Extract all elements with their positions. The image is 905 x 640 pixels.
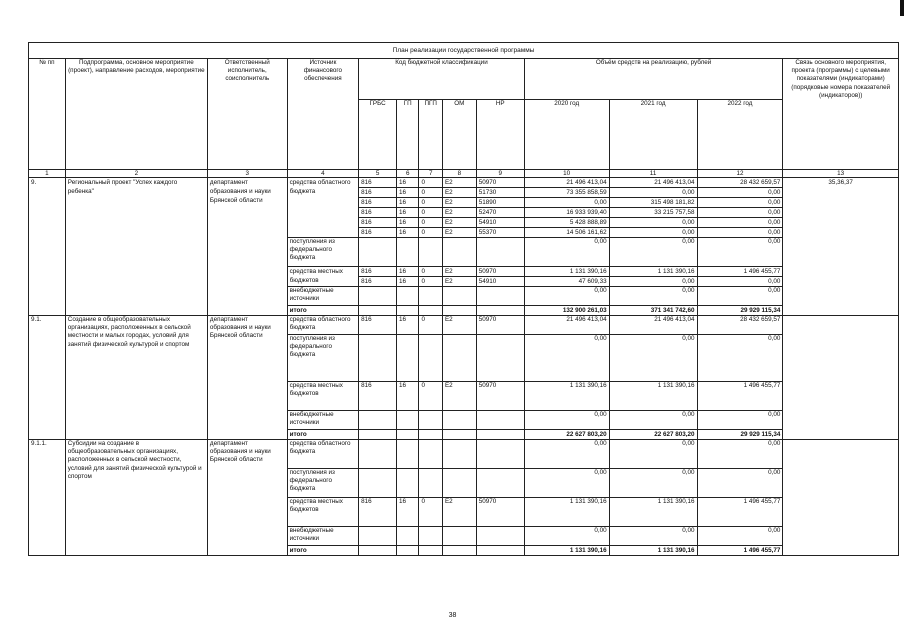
cell-pgp: 0 — [419, 267, 443, 277]
cell-2021: 315 498 181,82 — [609, 198, 697, 208]
cell-om: Е2 — [442, 382, 476, 411]
header-om: ОМ — [442, 100, 476, 170]
cell-grbs: 816 — [359, 178, 397, 188]
cell-gp: 16 — [396, 498, 418, 527]
cell-2021: 1 131 390,16 — [609, 498, 697, 527]
cell-2020: 1 131 390,16 — [524, 382, 609, 411]
cell-2020: 132 900 261,03 — [524, 306, 609, 316]
cell-gp: 16 — [396, 277, 418, 287]
row-name: Региональный проект "Успех каждого ребенка" — [65, 178, 207, 316]
cell-nr: 51730 — [476, 188, 524, 198]
cell-2021: 0,00 — [609, 469, 697, 498]
cell-nr: 52470 — [476, 208, 524, 218]
col-num: 12 — [697, 170, 783, 178]
column-numbers-row — [29, 170, 899, 178]
cell-nr: 55370 — [476, 228, 524, 238]
cell-2021: 21 496 413,04 — [609, 178, 697, 188]
header-funds: Объём средств на реализацию, рублей — [524, 59, 783, 100]
cell-2022: 28 432 659,57 — [697, 178, 783, 188]
header-2020: 2020 год — [524, 100, 609, 170]
cell-nr: 50970 — [476, 382, 524, 411]
cell-gp: 16 — [396, 178, 418, 188]
header-link: Связь основного мероприятия, проекта (программы) с целевыми показателями (индикаторами) (порядковые номера показателей (индикаторов)) — [783, 59, 899, 170]
cell-om: Е2 — [442, 228, 476, 238]
source-local: средства местных бюджетов — [287, 267, 359, 287]
cell-2021: 33 215 757,58 — [609, 208, 697, 218]
plan-table — [28, 58, 899, 556]
cell-2020: 0,00 — [524, 198, 609, 208]
header-subprogram: Подпрограмма, основное мероприятие (проект), направление расходов, мероприятие — [65, 59, 207, 170]
source-total: итого — [287, 546, 359, 556]
cell-2021: 0,00 — [609, 228, 697, 238]
table-row — [29, 440, 899, 469]
cell-2020: 22 627 803,20 — [524, 430, 609, 440]
cell-2022: 0,00 — [697, 411, 783, 430]
cell-2020: 16 933 939,40 — [524, 208, 609, 218]
cell-2020: 21 496 413,04 — [524, 316, 609, 335]
cell-pgp: 0 — [419, 178, 443, 188]
cell-2020: 5 428 888,89 — [524, 218, 609, 228]
cell-2020: 0,00 — [524, 335, 609, 382]
source-local: средства местных бюджетов — [287, 382, 359, 411]
row-responsible: департамент образования и науки Брянской области — [207, 178, 287, 316]
header-responsible: Ответственный исполнитель, соисполнитель — [207, 59, 287, 170]
source-federal: поступления из федерального бюджета — [287, 469, 359, 498]
cell-2021: 22 627 803,20 — [609, 430, 697, 440]
cell-2022: 1 496 455,77 — [697, 382, 783, 411]
source-regional: средства областного бюджета — [287, 316, 359, 335]
cell-2020: 73 355 858,59 — [524, 188, 609, 198]
cell-gp: 16 — [396, 316, 418, 335]
cell-2022: 29 929 115,34 — [697, 430, 783, 440]
header-2022: 2022 год — [697, 100, 783, 170]
header-gp: ГП — [396, 100, 418, 170]
cell-2020: 1 131 390,16 — [524, 498, 609, 527]
row-link: 35,36,37 — [783, 178, 899, 316]
cell-om: Е2 — [442, 267, 476, 277]
cell-pgp: 0 — [419, 228, 443, 238]
cell-2021: 0,00 — [609, 440, 697, 469]
cell-2022: 0,00 — [697, 218, 783, 228]
cell-2022: 1 496 455,77 — [697, 498, 783, 527]
header-2021: 2021 год — [609, 100, 697, 170]
cell-gp: 16 — [396, 188, 418, 198]
cell-om: Е2 — [442, 198, 476, 208]
cell-2020: 1 131 390,16 — [524, 546, 609, 556]
cell-2021: 1 131 390,16 — [609, 267, 697, 277]
col-num: 10 — [524, 170, 609, 178]
cell-grbs: 816 — [359, 277, 397, 287]
page-number: 38 — [448, 612, 457, 619]
header-num: № пп — [29, 59, 66, 170]
row-number: 9.1.1. — [29, 440, 66, 556]
cell-pgp: 0 — [419, 277, 443, 287]
cell-2020: 21 496 413,04 — [524, 178, 609, 188]
cell-2022: 0,00 — [697, 469, 783, 498]
col-num: 3 — [207, 170, 287, 178]
cell-2021: 0,00 — [609, 335, 697, 382]
col-num: 13 — [783, 170, 899, 178]
header-source: Источник финансового обеспечения — [287, 59, 359, 170]
cell-2020: 0,00 — [524, 527, 609, 546]
source-regional: средства областного бюджета — [287, 440, 359, 469]
header-nr: НР — [476, 100, 524, 170]
source-federal: поступления из федерального бюджета — [287, 335, 359, 382]
cell-nr: 51890 — [476, 198, 524, 208]
cell-pgp: 0 — [419, 188, 443, 198]
source-offbudget: внебюджетные источники — [287, 411, 359, 430]
table-title: План реализации государственной программы — [28, 42, 899, 59]
table-row — [29, 316, 899, 335]
cell-gp: 16 — [396, 267, 418, 277]
row-name: Создание в общеобразовательных организациях, расположенных в сельской местности и малых городах, условий для занятий физической культурой и спортом — [65, 316, 207, 440]
row-responsible: департамент образования и науки Брянской области — [207, 316, 287, 440]
header-pgp: ПГП — [419, 100, 443, 170]
cell-2021: 0,00 — [609, 238, 697, 267]
cell-om: Е2 — [442, 208, 476, 218]
cell-2021: 371 341 742,60 — [609, 306, 697, 316]
cell-pgp: 0 — [419, 208, 443, 218]
col-num: 11 — [609, 170, 697, 178]
cell-gp: 16 — [396, 228, 418, 238]
cell-grbs: 816 — [359, 316, 397, 335]
cell-2021: 0,00 — [609, 527, 697, 546]
col-num: 2 — [65, 170, 207, 178]
cell-nr: 50970 — [476, 267, 524, 277]
cell-om: Е2 — [442, 188, 476, 198]
cell-pgp: 0 — [419, 198, 443, 208]
cell-2020: 0,00 — [524, 469, 609, 498]
cell-2022: 0,00 — [697, 208, 783, 218]
cell-2021: 0,00 — [609, 218, 697, 228]
source-regional: средства областного бюджета — [287, 178, 359, 238]
cell-2022: 0,00 — [697, 277, 783, 287]
cell-gp: 16 — [396, 198, 418, 208]
source-offbudget: внебюджетные источники — [287, 527, 359, 546]
cell-grbs: 816 — [359, 208, 397, 218]
source-offbudget: внебюджетные источники — [287, 287, 359, 306]
cell-2022: 28 432 659,57 — [697, 316, 783, 335]
cell-2021: 21 496 413,04 — [609, 316, 697, 335]
col-num: 8 — [442, 170, 476, 178]
cell-om: Е2 — [442, 277, 476, 287]
cell-om: Е2 — [442, 316, 476, 335]
col-num: 5 — [359, 170, 397, 178]
cell-2020: 47 609,33 — [524, 277, 609, 287]
source-total: итого — [287, 306, 359, 316]
cell-2022: 0,00 — [697, 335, 783, 382]
cell-grbs: 816 — [359, 188, 397, 198]
header-bcc: Код бюджетной классификации — [359, 59, 525, 100]
cell-pgp: 0 — [419, 316, 443, 335]
cell-2022: 0,00 — [697, 440, 783, 469]
cell-om: Е2 — [442, 498, 476, 527]
cell-2021: 1 131 390,16 — [609, 382, 697, 411]
cell-grbs: 816 — [359, 498, 397, 527]
cell-nr: 50970 — [476, 178, 524, 188]
cell-2020: 1 131 390,16 — [524, 267, 609, 277]
cell-2022: 0,00 — [697, 198, 783, 208]
cell-2021: 0,00 — [609, 188, 697, 198]
cell-2022: 0,00 — [697, 527, 783, 546]
cell-2020: 0,00 — [524, 238, 609, 267]
cell-2022: 0,00 — [697, 228, 783, 238]
col-num: 9 — [476, 170, 524, 178]
cell-nr: 50970 — [476, 498, 524, 527]
cell-2022: 0,00 — [697, 287, 783, 306]
cell-2021: 1 131 390,16 — [609, 546, 697, 556]
cell-grbs: 816 — [359, 218, 397, 228]
cell-nr: 54910 — [476, 277, 524, 287]
cell-nr: 50970 — [476, 316, 524, 335]
cell-nr: 54910 — [476, 218, 524, 228]
cell-pgp: 0 — [419, 382, 443, 411]
cell-2022: 0,00 — [697, 188, 783, 198]
cell-gp: 16 — [396, 208, 418, 218]
row-responsible: департамент образования и науки Брянской области — [207, 440, 287, 556]
cell-2021: 0,00 — [609, 287, 697, 306]
cell-2020: 0,00 — [524, 411, 609, 430]
cell-om: Е2 — [442, 178, 476, 188]
cell-pgp: 0 — [419, 498, 443, 527]
cell-gp: 16 — [396, 218, 418, 228]
cell-grbs: 816 — [359, 382, 397, 411]
cell-grbs: 816 — [359, 267, 397, 277]
cell-gp: 16 — [396, 382, 418, 411]
cell-pgp: 0 — [419, 218, 443, 228]
col-num: 7 — [419, 170, 443, 178]
cell-2020: 14 506 161,62 — [524, 228, 609, 238]
col-num: 4 — [287, 170, 359, 178]
col-num: 1 — [29, 170, 66, 178]
row-number: 9.1. — [29, 316, 66, 440]
source-local: средства местных бюджетов — [287, 498, 359, 527]
cell-grbs: 816 — [359, 228, 397, 238]
cell-2022: 29 929 115,34 — [697, 306, 783, 316]
cell-2020: 0,00 — [524, 287, 609, 306]
col-num: 6 — [396, 170, 418, 178]
cell-om: Е2 — [442, 218, 476, 228]
cell-2020: 0,00 — [524, 440, 609, 469]
table-row — [29, 178, 899, 188]
source-federal: поступления из федерального бюджета — [287, 238, 359, 267]
cell-2022: 1 496 455,77 — [697, 267, 783, 277]
header-grbs: ГРБС — [359, 100, 397, 170]
cell-grbs: 816 — [359, 198, 397, 208]
row-name: Субсидии на создание в общеобразовательных организациях, расположенных в сельской местности, условий для занятий физической культурой и спортом — [65, 440, 207, 556]
cell-2022: 0,00 — [697, 238, 783, 267]
cell-2021: 0,00 — [609, 411, 697, 430]
source-total: итого — [287, 430, 359, 440]
cell-2021: 0,00 — [609, 277, 697, 287]
row-number: 9. — [29, 178, 66, 316]
scan-edge-mark — [900, 0, 904, 16]
cell-2022: 1 496 455,77 — [697, 546, 783, 556]
